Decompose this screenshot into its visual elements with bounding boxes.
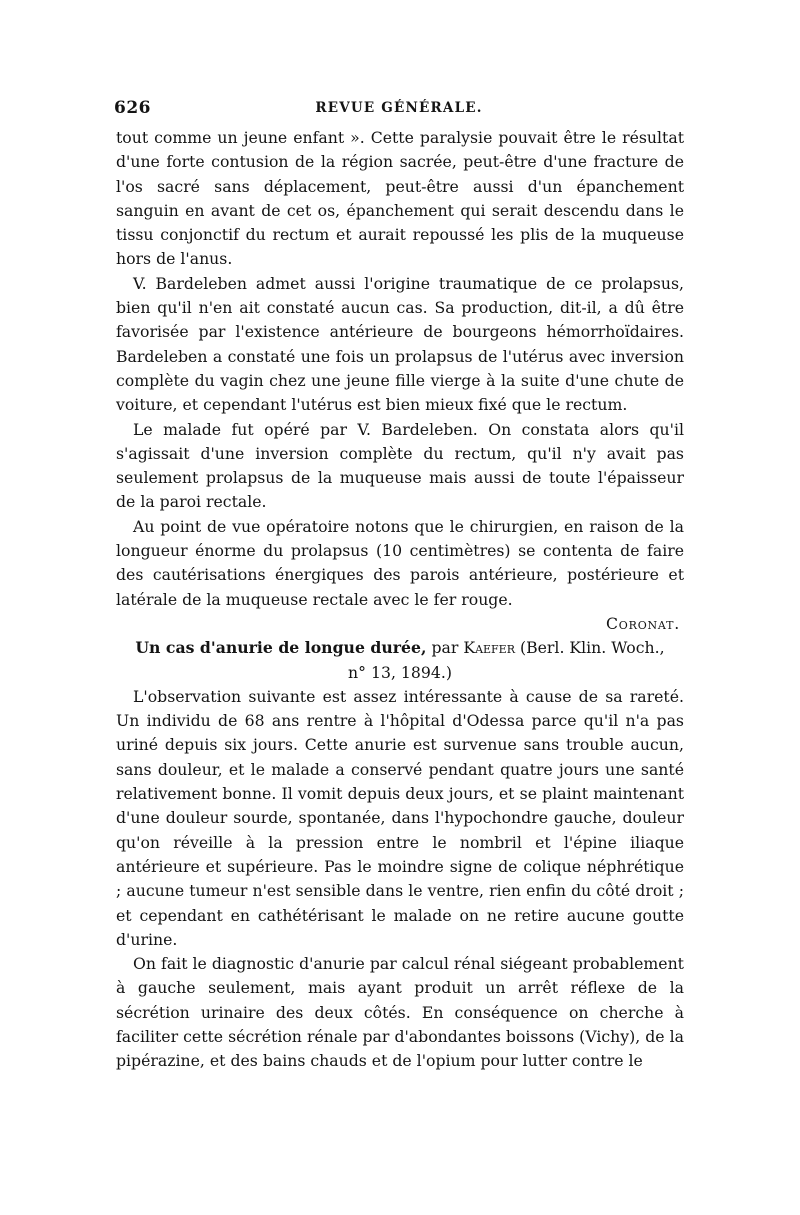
author-signature: Coronat. bbox=[605, 613, 680, 633]
article-by: par bbox=[431, 638, 459, 658]
article-issue: n° 13, 1894.) bbox=[348, 662, 452, 682]
page-number: 626 bbox=[114, 98, 151, 118]
paragraph-continuation: tout comme un jeune enfant ». Cette paralysie pouvait être le résultat d'une forte contusion de la région sacrée, peut-être d'une fracture de l'os sacré sans déplacement, peut-être aussi d'un épanchement sanguin en avant de cet os, épanchement qui serait descendu dans le tissu conjonctif du rectum et aurait repoussé les plis de la muqueuse hors de l'anus. bbox=[116, 128, 684, 269]
article-author: Kaefer bbox=[463, 638, 515, 658]
paragraph-bardeleben: V. Bardeleben admet aussi l'origine traumatique de ce prolapsus, bien qu'il n'en ait constaté aucun cas. Sa production, dit-il, a dû être favorisée par l'existence antérieure de bourgeons hémorrhoïdaires. Bardeleben a constaté une fois un prolapsus de l'utérus avec inversion complète du vagin chez une jeune fille vierge à la suite d'une chute de voiture, et cependant l'utérus est bien mieux fixé que le rectum. bbox=[116, 273, 684, 415]
paragraph-operative-view: Au point de vue opératoire notons que le chirurgien, en raison de la longueur énorme du prolapsus (10 centimètres) se contenta de faire des cautérisations énergiques des parois antérieure, postérieure et latérale de la muqueuse rectale avec le fer rouge. bbox=[116, 516, 684, 609]
paragraph-observation: L'observation suivante est assez intéressante à cause de sa rareté. Un individu de 68 ans rentre à l'hôpital d'Odessa parce qu'il n'a pas uriné depuis six jours. Cette anurie est survenue sans trouble aucun, sans douleur, et le malade a conservé pendant quatre jours une santé relativement bonne. Il vomit depuis deux jours, et se plaint maintenant d'une douleur sourde, spontanée, dans l'hypochondre gauche, douleur qu'on réveille à la pression entre le nombril et l'épine iliaque antérieure et supérieure. Pas le moindre signe de colique néphrétique ; aucune tumeur n'est sensible dans le ventre, rien enfin du côté droit ; et cependant en cathétérisant le malade on ne retire aucune goutte d'urine. bbox=[116, 686, 684, 949]
article-heading bbox=[116, 636, 684, 685]
paragraph-operation: Le malade fut opéré par V. Bardeleben. On constata alors qu'il s'agissait d'une inversion complète du rectum, qu'il n'y avait pas seulement prolapsus de la muqueuse mais aussi de toute l'épaisseur de la paroi rectale. bbox=[116, 419, 684, 512]
article-title: Un cas d'anurie de longue durée, bbox=[135, 638, 427, 658]
page-header bbox=[114, 98, 684, 122]
paragraph-diagnosis: On fait le diagnostic d'anurie par calcul rénal siégeant probablement à gauche seulement, mais ayant produit un arrêt réflexe de la sécrétion urinaire des deux côtés. En conséquence on cherche à faciliter cette sécrétion rénale par d'abondantes boissons (Vichy), de la pipérazine, et des bains chauds et de l'opium pour lutter contre le bbox=[116, 954, 684, 1071]
text-body bbox=[116, 126, 684, 1074]
article-source: (Berl. Klin. Woch., bbox=[520, 638, 665, 658]
running-title: REVUE GÉNÉRALE. bbox=[315, 100, 483, 116]
